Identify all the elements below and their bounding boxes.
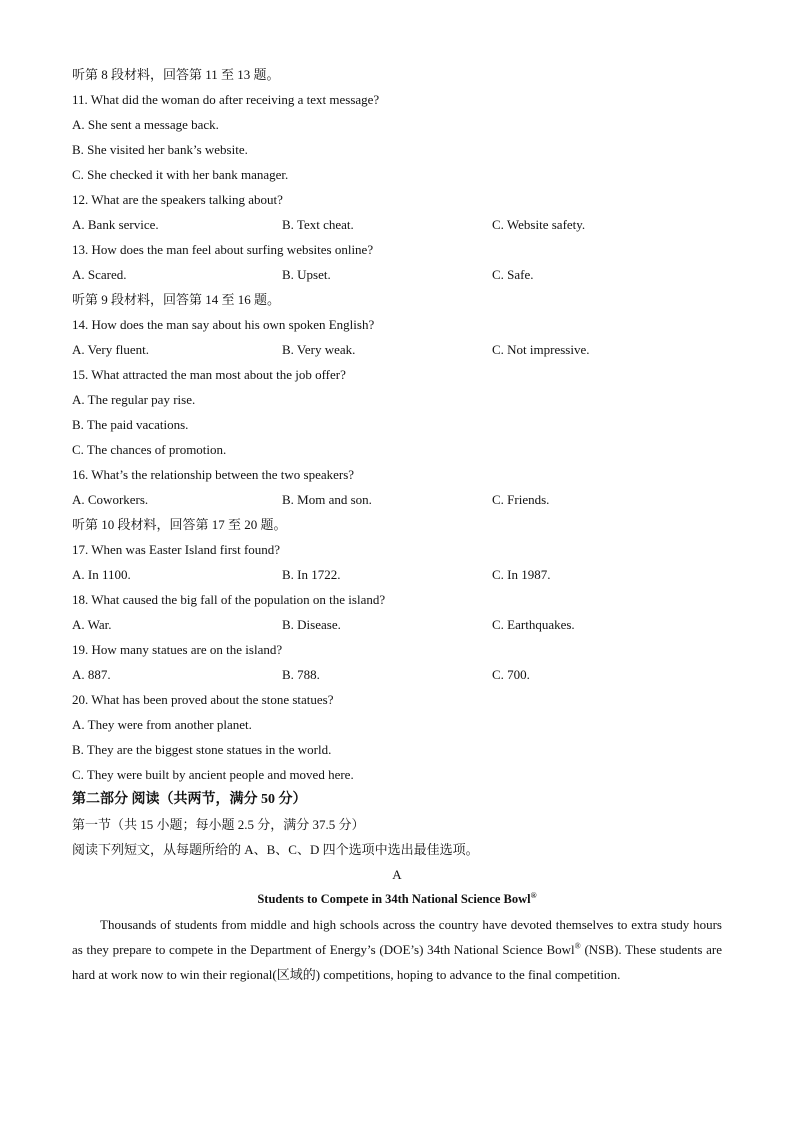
q18-option-b: B. Disease. <box>282 617 341 632</box>
q16-options <box>72 487 722 512</box>
q20-option-a: A. They were from another planet. <box>72 717 252 732</box>
question-13: 13. How does the man feel about surfing websites online? <box>72 242 374 257</box>
question-20: 20. What has been proved about the stone statues? <box>72 692 334 707</box>
q13-option-b: B. Upset. <box>282 267 331 282</box>
q19-option-a: A. 887. <box>72 667 111 682</box>
question-15: 15. What attracted the man most about the job offer? <box>72 367 346 382</box>
question-19: 19. How many statues are on the island? <box>72 642 283 657</box>
paragraph-text-2: (NSB). These students are hard at work now to win their regional(区域的) competitions, hoping to advance to the final competition. <box>72 942 722 982</box>
q13-options <box>72 262 722 287</box>
question-11: 11. What did the woman do after receiving a text message? <box>72 92 380 107</box>
section-8-header: 听第 8 段材料，回答第 11 至 13 题。 <box>72 67 280 82</box>
reading-instruction: 阅读下列短文，从每题所给的 A、B、C、D 四个选项中选出最佳选项。 <box>72 842 479 857</box>
q13-option-c: C. Safe. <box>492 267 534 282</box>
q17-option-c: C. In 1987. <box>492 567 551 582</box>
q20-option-c: C. They were built by ancient people and moved here. <box>72 767 354 782</box>
q11-option-b: B. She visited her bank’s website. <box>72 142 248 157</box>
question-12: 12. What are the speakers talking about? <box>72 192 283 207</box>
passage-letter: A <box>392 867 402 882</box>
section-9-header: 听第 9 段材料，回答第 14 至 16 题。 <box>72 292 281 307</box>
q11-option-a: A. She sent a message back. <box>72 117 219 132</box>
passage-paragraph <box>72 912 722 987</box>
q11-option-c: C. She checked it with her bank manager. <box>72 167 289 182</box>
q19-options <box>72 662 722 687</box>
q16-option-b: B. Mom and son. <box>282 492 372 507</box>
q14-options <box>72 337 722 362</box>
part-2-section-1: 第一节（共 15 小题；每小题 2.5 分，满分 37.5 分） <box>72 817 365 832</box>
q17-option-a: A. In 1100. <box>72 567 131 582</box>
q19-option-b: B. 788. <box>282 667 320 682</box>
q15-option-c: C. The chances of promotion. <box>72 442 227 457</box>
q18-options <box>72 612 722 637</box>
question-17: 17. When was Easter Island first found? <box>72 542 281 557</box>
question-14: 14. How does the man say about his own spoken English? <box>72 317 375 332</box>
q20-option-b: B. They are the biggest stone statues in the world. <box>72 742 332 757</box>
q13-option-a: A. Scared. <box>72 267 127 282</box>
q18-option-a: A. War. <box>72 617 112 632</box>
q12-options <box>72 212 722 237</box>
q14-option-a: A. Very fluent. <box>72 342 150 357</box>
paragraph-text-1: Thousands of students from middle and high schools across the country have devoted themselves to extra study hours as they prepare to compete in the Department of Energy’s (DOE’s) 34th National Science Bowl <box>72 917 722 957</box>
q17-options <box>72 562 722 587</box>
q14-option-c: C. Not impressive. <box>492 342 590 357</box>
q16-option-a: A. Coworkers. <box>72 492 149 507</box>
passage-title <box>72 887 722 912</box>
q12-option-c: C. Website safety. <box>492 217 586 232</box>
exam-page <box>72 62 722 987</box>
passage-title-text: Students to Compete in 34th National Science Bowl <box>257 892 531 906</box>
registered-mark: ® <box>574 941 581 951</box>
question-18: 18. What caused the big fall of the population on the island? <box>72 592 386 607</box>
q12-option-b: B. Text cheat. <box>282 217 354 232</box>
registered-mark: ® <box>530 890 537 900</box>
section-10-header: 听第 10 段材料，回答第 17 至 20 题。 <box>72 517 287 532</box>
q15-option-b: B. The paid vacations. <box>72 417 189 432</box>
q14-option-b: B. Very weak. <box>282 342 356 357</box>
q19-option-c: C. 700. <box>492 667 530 682</box>
q12-option-a: A. Bank service. <box>72 217 159 232</box>
question-16: 16. What’s the relationship between the two speakers? <box>72 467 355 482</box>
q17-option-b: B. In 1722. <box>282 567 341 582</box>
part-2-heading: 第二部分 阅读（共两节，满分 50 分） <box>72 792 307 807</box>
q16-option-c: C. Friends. <box>492 492 550 507</box>
q18-option-c: C. Earthquakes. <box>492 617 575 632</box>
q15-option-a: A. The regular pay rise. <box>72 392 196 407</box>
